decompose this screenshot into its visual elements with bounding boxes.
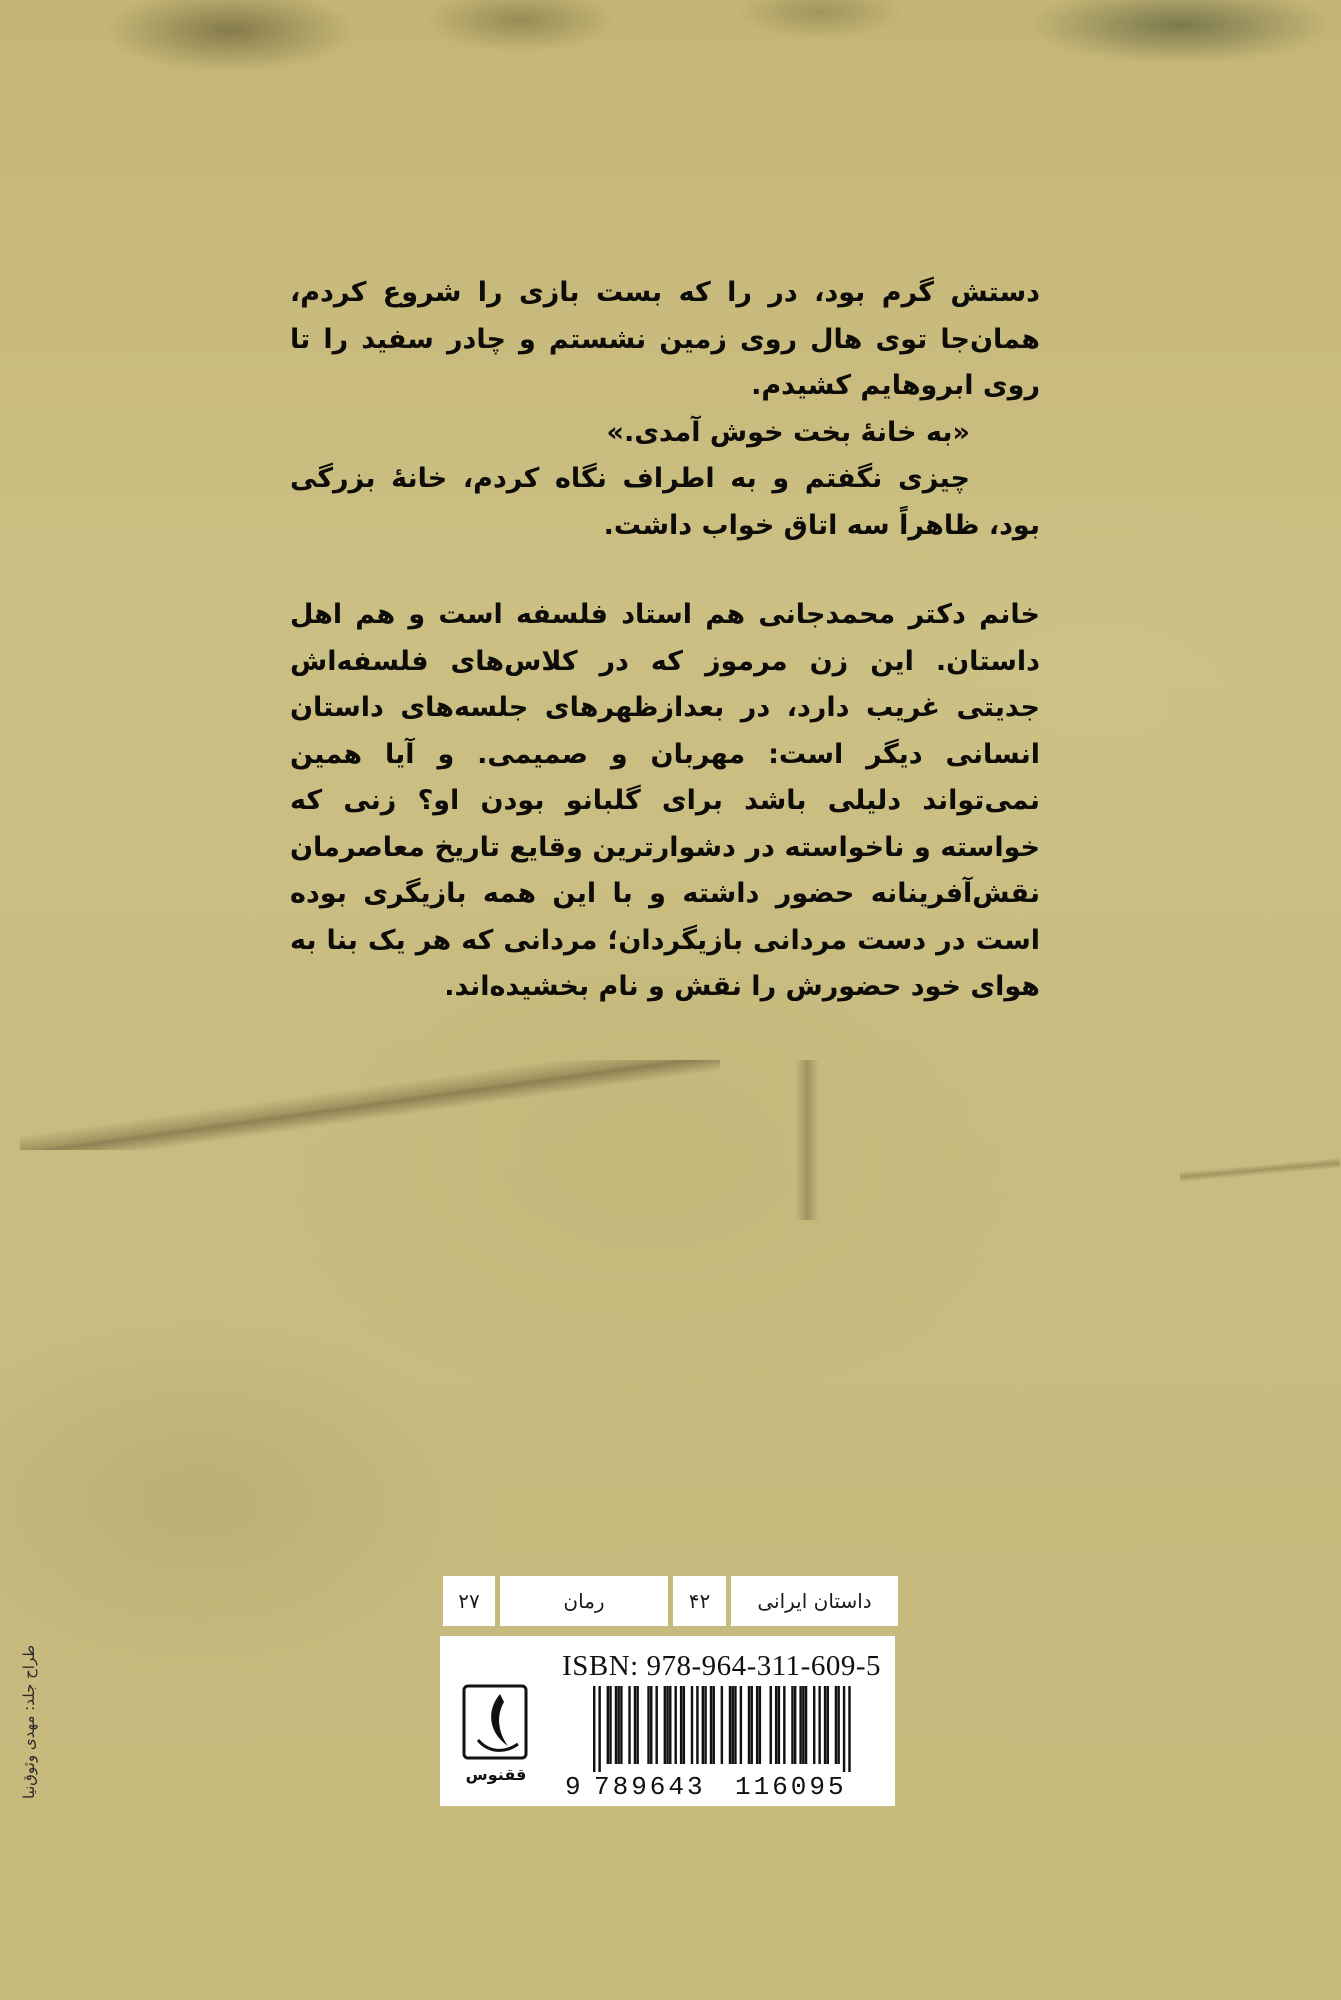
barcode-bar: [607, 1686, 609, 1764]
series-name-text: داستان ایرانی: [757, 1589, 872, 1613]
barcode-bar: [835, 1686, 837, 1764]
barcode-bar: [791, 1686, 793, 1764]
barcode-digit-first: 9: [565, 1772, 581, 1798]
barcode-bar: [598, 1686, 600, 1772]
barcode-bar: [805, 1686, 807, 1764]
excerpt-paragraph-1: دستش گرم بود، در را که بست بازی را شروع کردم، همان‌جا توی هال روی زمین نشستم و چادر سفید را تا روی ابروهایم کشیدم.: [290, 277, 1040, 401]
barcode-bar: [837, 1686, 839, 1764]
barcode-bar: [783, 1686, 785, 1764]
vertical-mark-texture: [795, 1060, 819, 1220]
barcode-bar: [740, 1686, 742, 1764]
barcode-bar: [802, 1686, 804, 1764]
barcode-digits-left: 789643: [594, 1772, 706, 1798]
barcode-bar: [778, 1686, 780, 1764]
barcode-bar: [664, 1686, 666, 1764]
publisher-logo: [460, 1682, 540, 1788]
barcode-bar: [617, 1686, 619, 1764]
series-name-cell: [731, 1576, 898, 1626]
barcode-bar: [704, 1686, 706, 1764]
barcode-bar: [712, 1686, 714, 1764]
barcode-bar: [683, 1686, 685, 1764]
barcode-bar: [666, 1686, 668, 1764]
barcode-bar: [770, 1686, 772, 1764]
scratch-texture: [20, 1060, 720, 1150]
isbn-text: ISBN: 978-964-311-609-5: [562, 1650, 881, 1682]
excerpt-paragraph-2: چیزی نگفتم و به اطراف نگاه کردم، خانهٔ بزرگی بود، ظاهراً سه اتاق خواب داشت.: [290, 463, 1040, 541]
barcode-bar: [721, 1686, 723, 1764]
barcode-bar: [710, 1686, 712, 1764]
barcode-digits-right: 116095: [735, 1772, 847, 1798]
barcode-bar: [609, 1686, 611, 1764]
publisher-name: ققنوس: [465, 1765, 527, 1784]
barcode-bar: [794, 1686, 796, 1764]
barcode-bar: [848, 1686, 850, 1772]
barcode-bar: [751, 1686, 753, 1764]
barcode-bar: [799, 1686, 801, 1764]
barcode-bar: [827, 1686, 829, 1764]
cover-designer-credit: طراح جلد: مهدی وثوق‌نیا: [20, 1645, 38, 1800]
scratch-texture: [1180, 1150, 1340, 1190]
barcode-bar: [734, 1686, 736, 1764]
barcode-bar: [756, 1686, 758, 1764]
barcode-bar: [636, 1686, 638, 1764]
blurb-text: [290, 270, 1040, 1011]
barcode-bar: [732, 1686, 734, 1764]
top-stain-texture: [0, 0, 1341, 110]
genre-number-text: ۲۷: [458, 1589, 480, 1613]
barcode-bar: [702, 1686, 704, 1764]
excerpt-dialogue: «به خانهٔ بخت خوش آمدی.»: [606, 416, 970, 448]
genre-number-cell: [443, 1576, 495, 1626]
barcode-bar: [696, 1686, 698, 1764]
barcode-bar: [680, 1686, 682, 1764]
barcode-bar: [674, 1686, 676, 1764]
barcode-bar: [669, 1686, 671, 1764]
barcode-bar: [729, 1686, 731, 1764]
barcode-bar: [615, 1686, 617, 1764]
barcode-bars: [593, 1686, 851, 1772]
isbn-barcode-label: [440, 1636, 895, 1806]
genre-text: رمان: [563, 1589, 605, 1613]
genre-cell: [500, 1576, 668, 1626]
barcode-bar: [647, 1686, 649, 1764]
description-paragraph: خانم دکتر محمدجانی هم استاد فلسفه است و هم اهل داستان. این زن مرموز که در کلاس‌های فلسفه‌اش جدیتی غریب دارد، در بعدازظهرهای جلسه‌های داستان انسانی دیگر است: مهربان و صمیمی. و آیا همین نمی‌تواند دلیلی باشد برای گلبانو بودن او؟ زنی که خواسته و ناخواسته در دشوارترین وقایع تاریخ معاصرمان نقش‌آفرینانه حضور داشته و با این همه بازیگری بوده است در دست مردانی بازیگردان؛ مردانی که هر یک بنا به هوای خود حضورش را نقش و نام بخشیده‌اند.: [290, 599, 1040, 1002]
barcode-bar: [824, 1686, 826, 1764]
barcode-bar: [843, 1686, 845, 1772]
barcode-bar: [775, 1686, 777, 1764]
barcode-bar: [655, 1686, 657, 1764]
barcode-bar: [620, 1686, 622, 1764]
series-number-text: ۴۲: [688, 1589, 711, 1613]
barcode-bar: [759, 1686, 761, 1764]
barcode-bar: [691, 1686, 693, 1764]
barcode-bar: [634, 1686, 636, 1764]
series-number-cell: [673, 1576, 726, 1626]
barcode-bar: [818, 1686, 820, 1764]
barcode-bar: [650, 1686, 652, 1764]
barcode-bar: [593, 1686, 595, 1772]
barcode-bar: [813, 1686, 815, 1764]
barcode-bar: [628, 1686, 630, 1764]
barcode-bar: [748, 1686, 750, 1764]
barcode: [565, 1686, 885, 1798]
